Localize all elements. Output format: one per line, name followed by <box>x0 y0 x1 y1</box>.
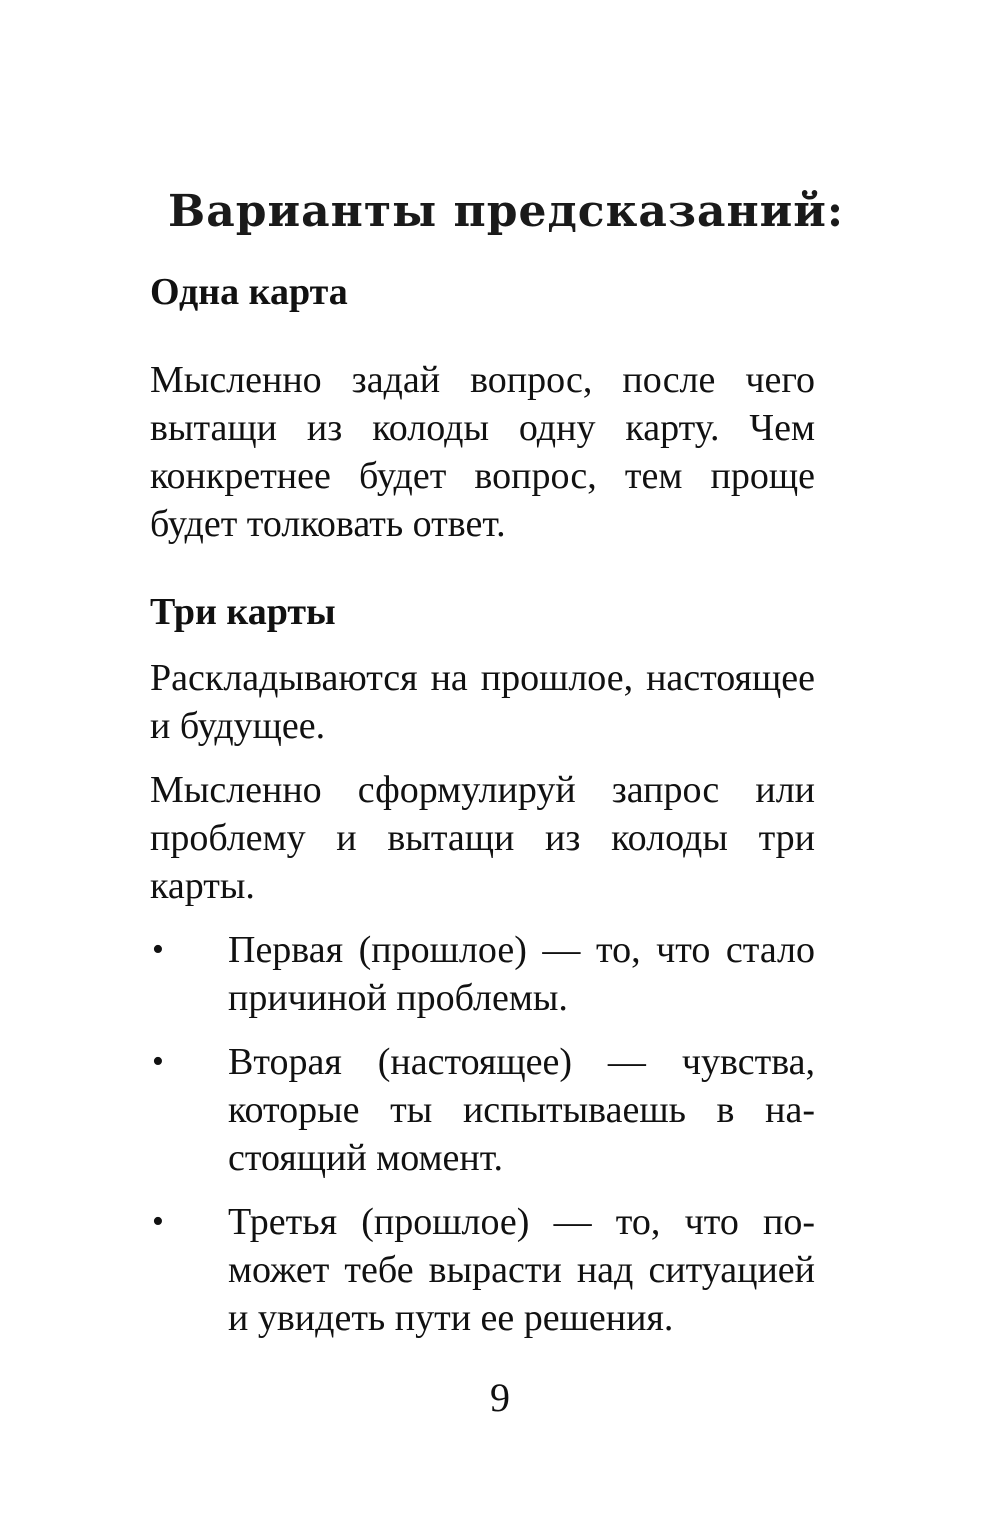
section-heading-three-cards: Три карты <box>150 591 336 633</box>
list-item <box>150 1198 815 1342</box>
page-content <box>150 264 815 1342</box>
bullet-icon: • <box>152 1203 164 1240</box>
three-cards-paragraph-2: Мысленно сформулируй запрос или проблему и вытащи из колоды три карты. <box>150 769 815 907</box>
list-item-text: Третья (прошлое) — то, что поможет тебе вырасти над ситуацией и увидеть пути ее решения. <box>228 1201 815 1339</box>
bullet-icon: • <box>152 1043 164 1080</box>
list-item <box>150 926 815 1022</box>
list-item-text: Первая (прошлое) — то, что стало причиной проблемы. <box>228 929 815 1019</box>
page-number: 9 <box>490 1375 510 1420</box>
three-cards-bullet-list <box>150 926 815 1342</box>
list-item-text: Вторая (настоящее) — чувства, которые ты испытываешь в настоящий момент. <box>228 1041 815 1179</box>
one-card-paragraph: Мысленно задай вопрос, после чего вытащи из колоды одну карту. Чем конкретнее будет вопрос, тем проще будет толковать ответ. <box>150 359 815 545</box>
three-cards-paragraph-1: Раскладываются на прошлое, настоящее и будущее. <box>150 657 815 747</box>
list-item <box>150 1038 815 1182</box>
bullet-icon: • <box>152 931 164 968</box>
page-title: Варианты предсказаний: <box>168 186 845 237</box>
section-heading-one-card: Одна карта <box>150 271 348 313</box>
